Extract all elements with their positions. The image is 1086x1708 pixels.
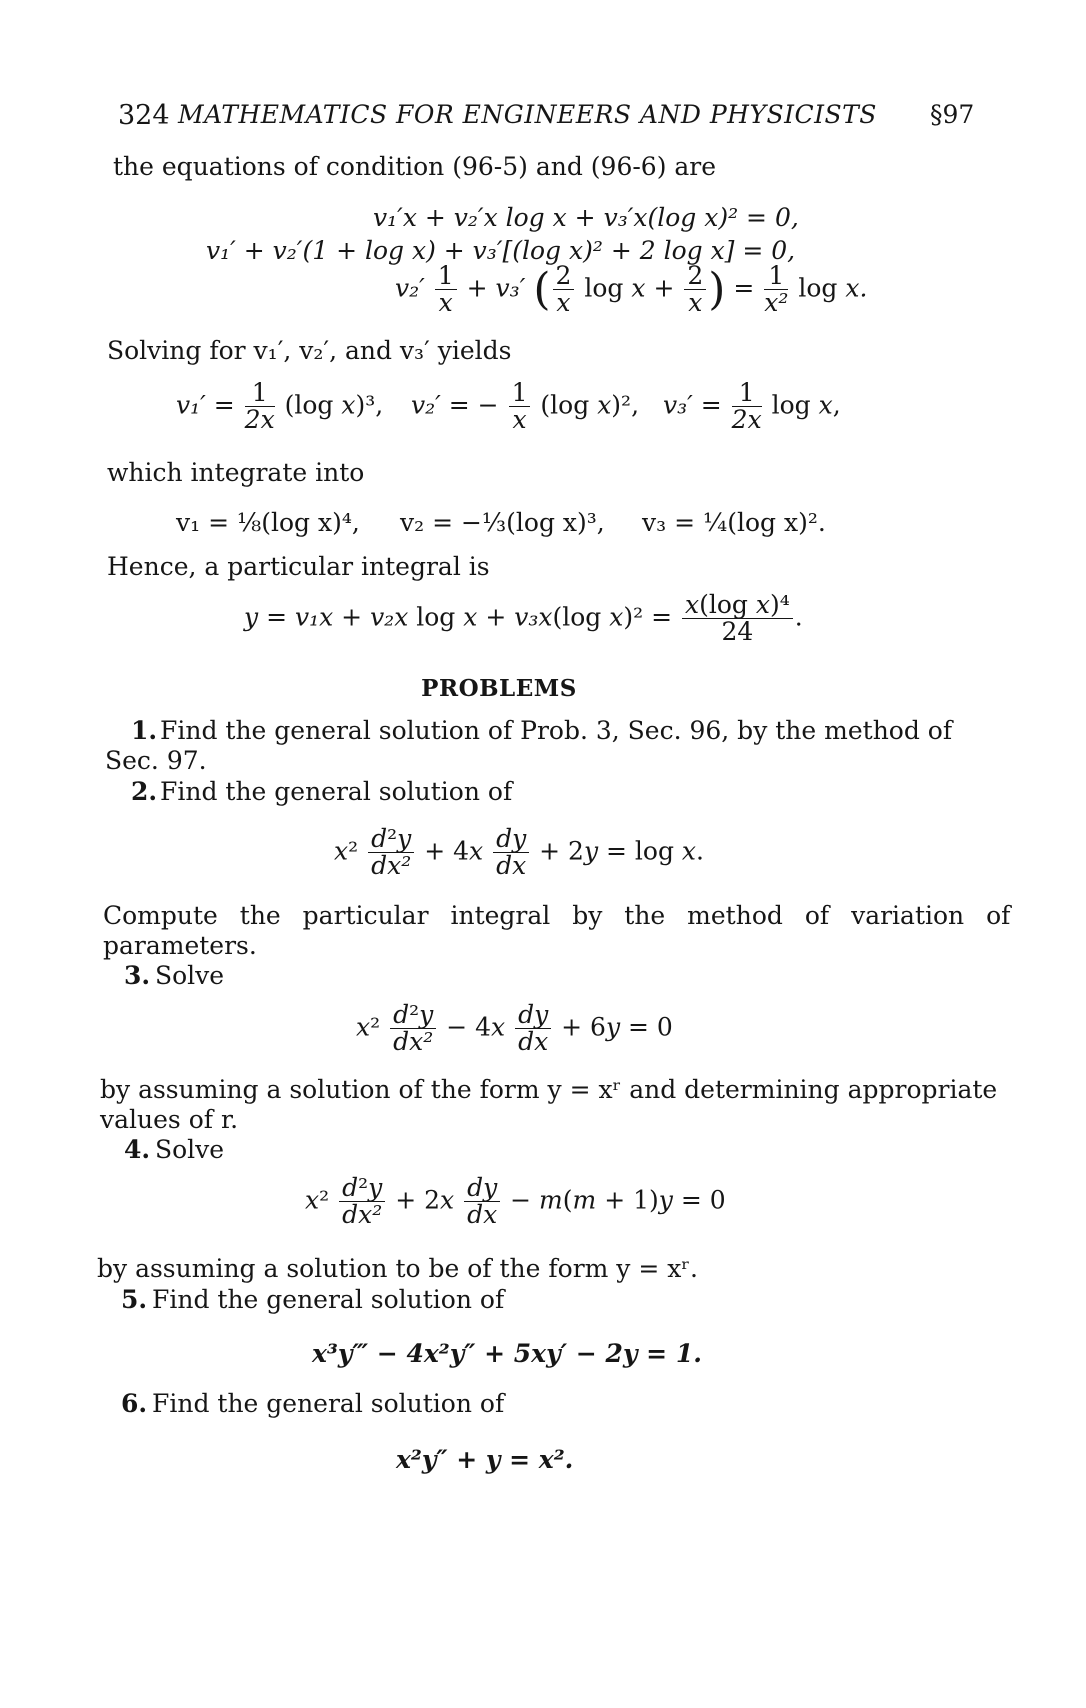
page-number: 324 xyxy=(118,100,170,131)
v2-integral: v₂ = −⅓(log x)³, xyxy=(400,508,605,537)
problem-1-number: 1. xyxy=(131,716,158,745)
hence-intro-text: Hence, a particular integral is xyxy=(107,552,490,581)
condition-equation-3: v₂′ $\frac{1}{x}$ + v₃′ ( $\frac{2}{x}$ log x + $\frac{2}{x}$ ) = $\frac{1}{\text{x²}}$ log x. xyxy=(395,261,868,318)
v3-prime-equation: v₃′ = $\frac{1}{2x}$ log x, xyxy=(663,378,841,435)
problem-2-text: Find the general solution of xyxy=(160,777,513,806)
problems-heading: PROBLEMS xyxy=(421,675,577,702)
problem-2-number: 2. xyxy=(131,777,158,806)
problem-3-followup-cont: values of r. xyxy=(100,1105,239,1134)
v1-prime-equation: v₁′ = $\frac{1}{2x}$ (log x)³, xyxy=(176,378,384,435)
problem-3-number: 3. xyxy=(124,961,151,990)
problem-1-text: Find the general solution of Prob. 3, Sec. 96, by the method of xyxy=(160,716,953,745)
condition-equation-1: v₁′x + v₂′x log x + v₃′x(log x)² = 0, xyxy=(373,203,799,232)
v2-prime-equation: v₂′ = − $\frac{1}{x}$ (log x)², xyxy=(411,378,640,435)
intro-paragraph: the equations of condition (96-5) and (96-6) are xyxy=(113,152,717,181)
problem-6-number: 6. xyxy=(121,1389,148,1418)
problem-5-equation: x³y‴ − 4x²y″ + 5xy′ − 2y = 1. xyxy=(312,1339,702,1368)
v3-integral: v₃ = ¼(log x)². xyxy=(642,508,826,537)
problem-2-equation: x² $\frac{\text{d²y}}{\text{dx²}}$ + 4x $\frac{dy}{dx}$ + 2y = log x. xyxy=(334,824,704,881)
problem-4-number: 4. xyxy=(124,1135,151,1164)
problem-1-text-cont: Sec. 97. xyxy=(105,746,207,775)
problem-4-text: Solve xyxy=(155,1135,225,1164)
problem-5-text: Find the general solution of xyxy=(152,1285,505,1314)
particular-integral-equation: y = v₁x + v₂x log x + v₃x(log x)² = $\frac{\text{x(log x)⁴}}{24}$ . xyxy=(244,590,803,647)
section-mark: §97 xyxy=(930,100,975,129)
running-title: MATHEMATICS FOR ENGINEERS AND PHYSICISTS xyxy=(178,100,877,129)
problem-6-text: Find the general solution of xyxy=(152,1389,505,1418)
problem-3-followup: by assuming a solution of the form y = xʳ and determining appropriate xyxy=(100,1075,998,1104)
solving-intro-text: Solving for v₁′, v₂′, and v₃′ yields xyxy=(107,336,512,365)
problem-3-equation: x² $\frac{\text{d²y}}{\text{dx²}}$ − 4x $\frac{dy}{dx}$ + 6y = 0 xyxy=(356,1000,673,1057)
problem-5-number: 5. xyxy=(121,1285,148,1314)
problem-6-equation: x²y″ + y = x². xyxy=(396,1445,574,1474)
problem-3-text: Solve xyxy=(155,961,225,990)
problem-2-followup-cont: parameters. xyxy=(103,931,257,960)
problem-4-followup: by assuming a solution to be of the form y = xʳ. xyxy=(97,1254,698,1283)
problem-2-followup: Compute the particular integral by the method of variation of xyxy=(103,901,1011,930)
problem-4-equation: x² $\frac{\text{d²y}}{\text{dx²}}$ + 2x $\frac{dy}{dx}$ − m(m + 1)y = 0 xyxy=(305,1173,726,1230)
v1-integral: v₁ = ⅛(log x)⁴, xyxy=(176,508,360,537)
condition-equation-2: v₁′ + v₂′(1 + log x) + v₃′[(log x)² + 2 log x] = 0, xyxy=(206,236,796,265)
integrate-intro-text: which integrate into xyxy=(107,458,365,487)
